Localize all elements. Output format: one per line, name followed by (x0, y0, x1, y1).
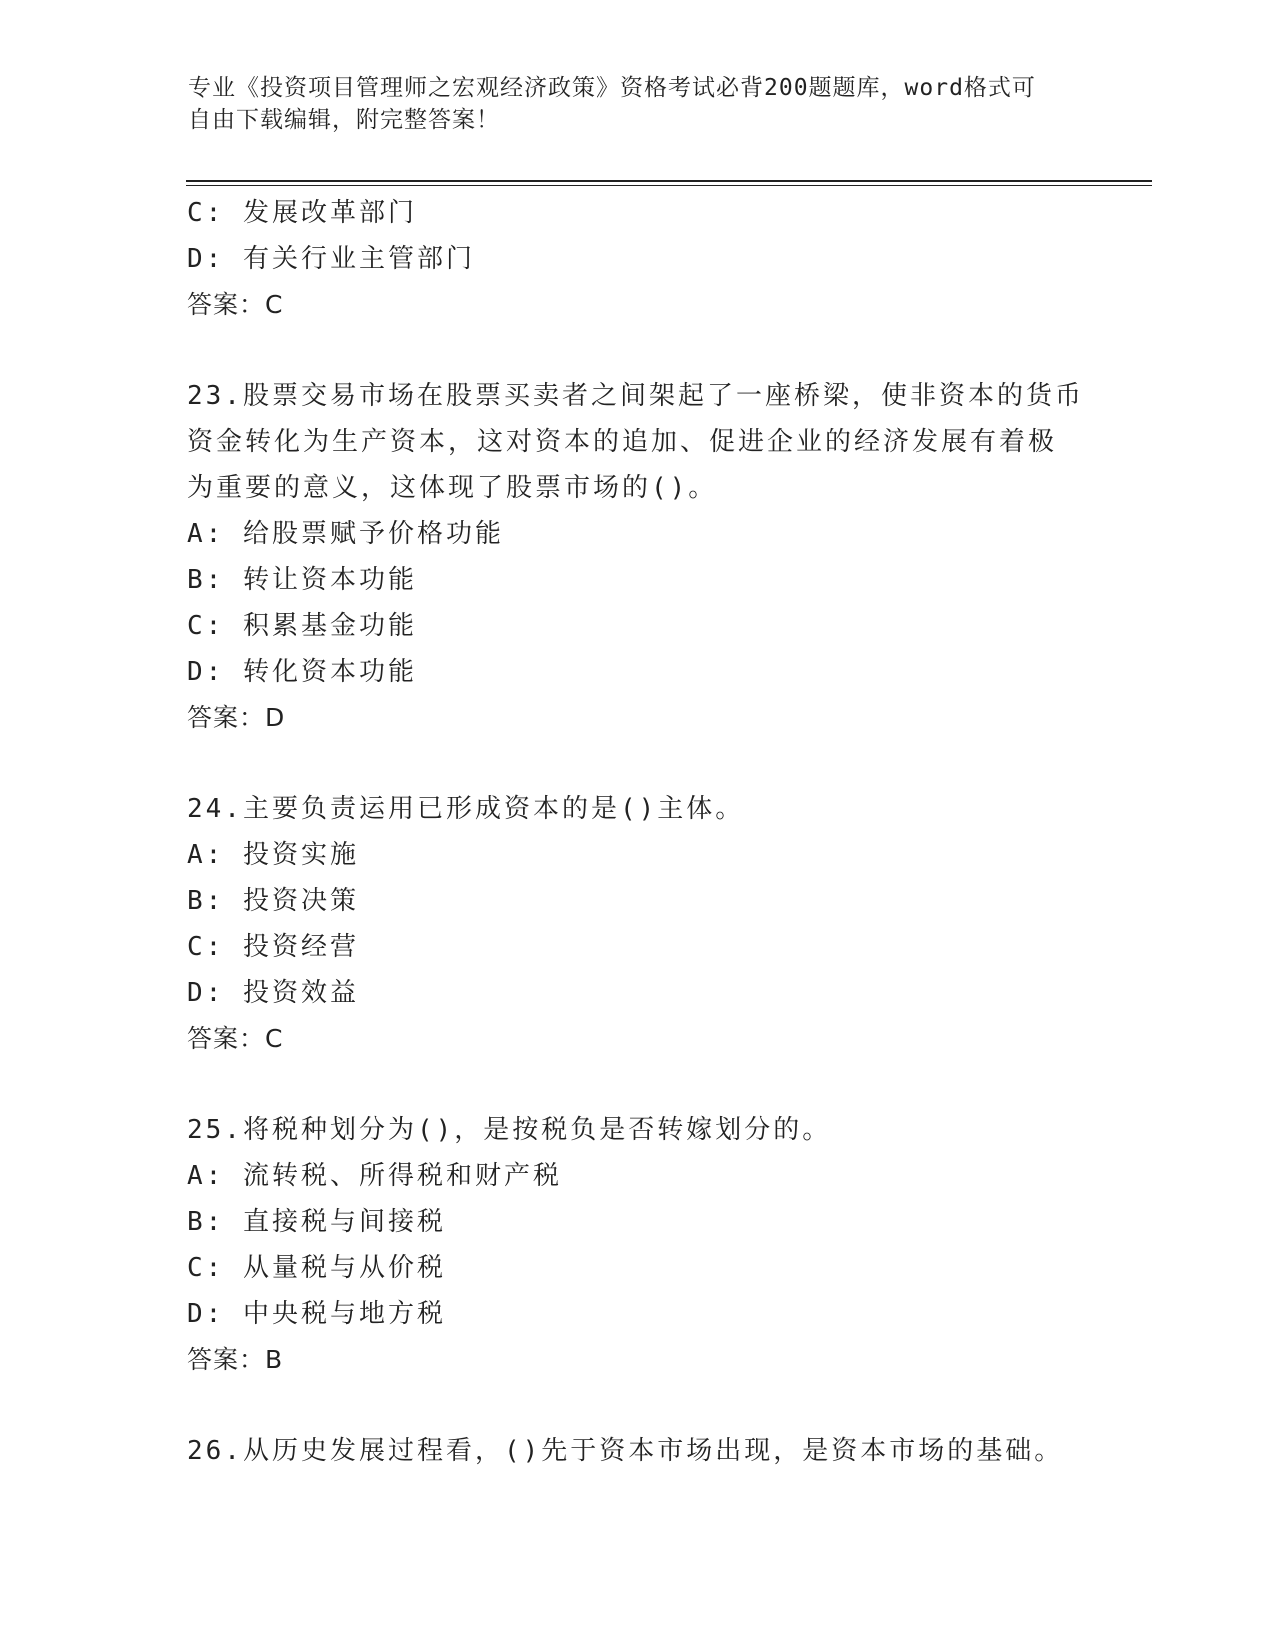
option-b: B: 转让资本功能 (187, 565, 417, 595)
question-stem: 为重要的意义，这体现了股票市场的()。 (187, 473, 718, 503)
option-c: C: 投资经营 (187, 932, 359, 962)
question-stem: 23.股票交易市场在股票买卖者之间架起了一座桥梁，使非资本的货币 (187, 381, 1084, 411)
option-d: D: 有关行业主管部门 (187, 244, 475, 274)
header-divider-thick (186, 180, 1152, 182)
option-d: D: 投资效益 (187, 978, 359, 1008)
option-a: A: 给股票赋予价格功能 (187, 519, 504, 549)
answer: 答案：C (187, 290, 284, 319)
question-stem: 24.主要负责运用已形成资本的是()主体。 (187, 794, 745, 824)
option-a: A: 流转税、所得税和财产税 (187, 1161, 562, 1191)
question-25 (187, 1107, 1087, 1383)
header-line-1: 专业《投资项目管理师之宏观经济政策》资格考试必背200题题库，word格式可 (188, 75, 1036, 101)
header-line-2: 自由下载编辑，附完整答案！ (188, 107, 500, 133)
question-24 (187, 786, 1087, 1062)
question-stem: 资金转化为生产资本，这对资本的追加、促进企业的经济发展有着极 (187, 427, 1058, 457)
option-c: C: 从量税与从价税 (187, 1253, 446, 1283)
answer: 答案：B (187, 1345, 284, 1374)
answer: 答案：C (187, 1024, 284, 1053)
option-d: D: 中央税与地方税 (187, 1299, 446, 1329)
question-22-tail (187, 190, 1087, 328)
question-23 (187, 373, 1087, 741)
option-c: C: 积累基金功能 (187, 611, 417, 641)
question-stem: 26.从历史发展过程看，()先于资本市场出现，是资本市场的基础。 (187, 1436, 1064, 1466)
question-stem: 25.将税种划分为()，是按税负是否转嫁划分的。 (187, 1115, 832, 1145)
document-header (188, 72, 1068, 136)
option-b: B: 投资决策 (187, 886, 359, 916)
option-d: D: 转化资本功能 (187, 657, 417, 687)
option-c: C: 发展改革部门 (187, 198, 417, 228)
option-b: B: 直接税与间接税 (187, 1207, 446, 1237)
answer: 答案：D (187, 703, 286, 732)
question-list (187, 190, 1087, 1474)
header-divider-thin (186, 185, 1152, 186)
option-a: A: 投资实施 (187, 840, 359, 870)
question-26 (187, 1428, 1087, 1474)
